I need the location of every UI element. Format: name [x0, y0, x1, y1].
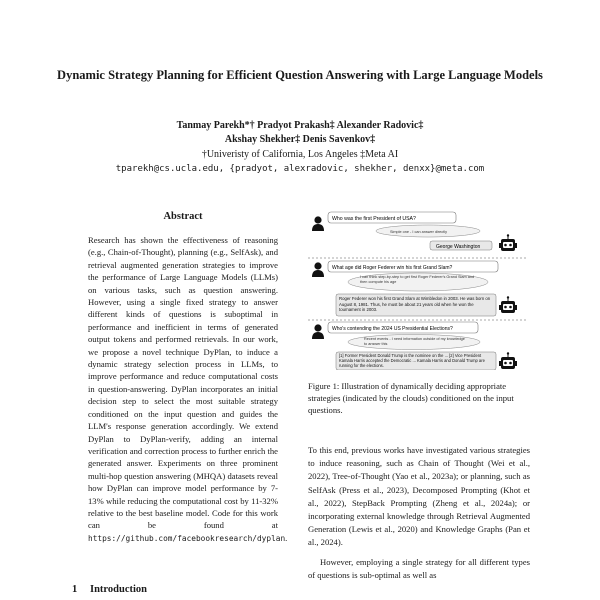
- section-heading: [72, 584, 147, 595]
- section-number: 1: [72, 584, 78, 595]
- figure-1: [308, 210, 528, 370]
- strategy-3: Recent events - I need information outside of my knowledge to answer this: [364, 337, 465, 346]
- abstract-end: .: [285, 532, 288, 543]
- question-2: What age did Roger Federer win his first Grand Slam?: [332, 265, 453, 271]
- answer-2-wrap: [339, 296, 494, 316]
- affiliations: †Univeristy of California, Los Angeles ‡Meta AI: [201, 149, 399, 160]
- strategy-3-wrap: [364, 337, 468, 349]
- answer-1: George Washington: [436, 244, 481, 250]
- user-icon: [312, 216, 324, 231]
- question-1: Who was the first President of USA?: [332, 216, 416, 222]
- question-3: Who's contending the 2024 US Presidential Elections?: [332, 326, 453, 332]
- strategy-2-wrap: [360, 275, 480, 291]
- strategy-1: Simple one - I can answer directly: [390, 230, 447, 234]
- robot-icon: [499, 296, 517, 313]
- paragraph: To this end, previous works have investigated various strategies to induce reasoning, such as Chain of Thought (Wei et al., 2022), Tree-of-Thought (Yao et al., 2023a); or planning, such as SelfAsk (Press et al., 2023), Decomposed Prompting (Khot et al., 2022), StepBack Prompting (Zheng et al., 2024a); or incorporating external knowledge through Retrieval Augmented Generation (Lewis et al., 2020) and Knowledge Graphs (Pan et al., 2024).: [308, 445, 530, 548]
- abstract-body: [88, 234, 288, 545]
- authors-line-2: Akshay Shekher‡ Denis Savenkov‡: [224, 134, 376, 145]
- answer-3: [1] Former President Donald Trump is the nominee on the ... [2] Vice President Kamala Harris accepted the Democratic ... Kamala Harris and Donald Trump are running for the elections.: [339, 353, 485, 369]
- authors: [40, 119, 560, 147]
- section-title: Introduction: [90, 584, 147, 595]
- author-emails: tparekh@cs.ucla.edu, {pradyot, alexradovic, shekher, denxx}@meta.com: [115, 164, 485, 174]
- answer-2: Roger Federer won his first Grand Slam at Wimbledon in 2003. He was born on August 8, 1981. Thus, he must be about 21 years old when he won the tournament in 2003.: [339, 296, 491, 313]
- authors-line-1: Tanmay Parekh*† Pradyot Prakash‡ Alexander Radovic‡: [176, 120, 424, 131]
- robot-icon: [499, 234, 517, 251]
- user-icon: [312, 262, 324, 277]
- figure-caption: Figure 1: Illustration of dynamically deciding appropriate strategies (indicated by the clouds) conditioned on the input questions.: [308, 381, 514, 415]
- code-link[interactable]: https://github.com/facebookresearch/dyplan: [88, 533, 286, 543]
- strategy-2: I can think step-by-step to get first Roger Federer's Grand Slam and then compute his age: [360, 275, 475, 284]
- paragraph: However, employing a single strategy for all different types of questions is sub-optimal as well as: [308, 556, 530, 580]
- intro-body: [308, 444, 530, 588]
- abstract-heading: Abstract: [163, 211, 203, 222]
- abstract-text: Research has shown the effectiveness of reasoning (e.g., Chain-of-Thought), planning (e.g., SelfAsk), and retrieval augmented generation strategies to improve the performance of Large Language Models (LLMs) on various tasks, such as question answering. However, using a single fixed strategy to answer different kinds of questions is suboptimal in performance and inefficient in terms of generated output tokens and performed retrievals. In our work, we propose a novel technique DyPlan, to induce a dynamic strategy selection process in LLMs, to improve performance and reduce computational costs in question-answering. DyPlan incorporates an initial decision step to select the most suitable strategy conditioned on the input question and guides the LLM's response generation accordingly. We extend DyPlan to DyPlan-verify, adding an internal verification and correction process to further enrich the generated answer. Experiments on three prominent multi-hop question answering (MHQA) datasets reveal how DyPlan can improve model performance by 7-13% while reducing the computational cost by 11-32% relative to the best baseline model. Code for this work can be found at: [88, 235, 278, 531]
- paper-title: Dynamic Strategy Planning for Efficient Question Answering with Large Language Models: [57, 68, 543, 82]
- answer-3-wrap: [339, 353, 494, 370]
- robot-icon: [499, 352, 517, 369]
- user-icon: [312, 324, 324, 339]
